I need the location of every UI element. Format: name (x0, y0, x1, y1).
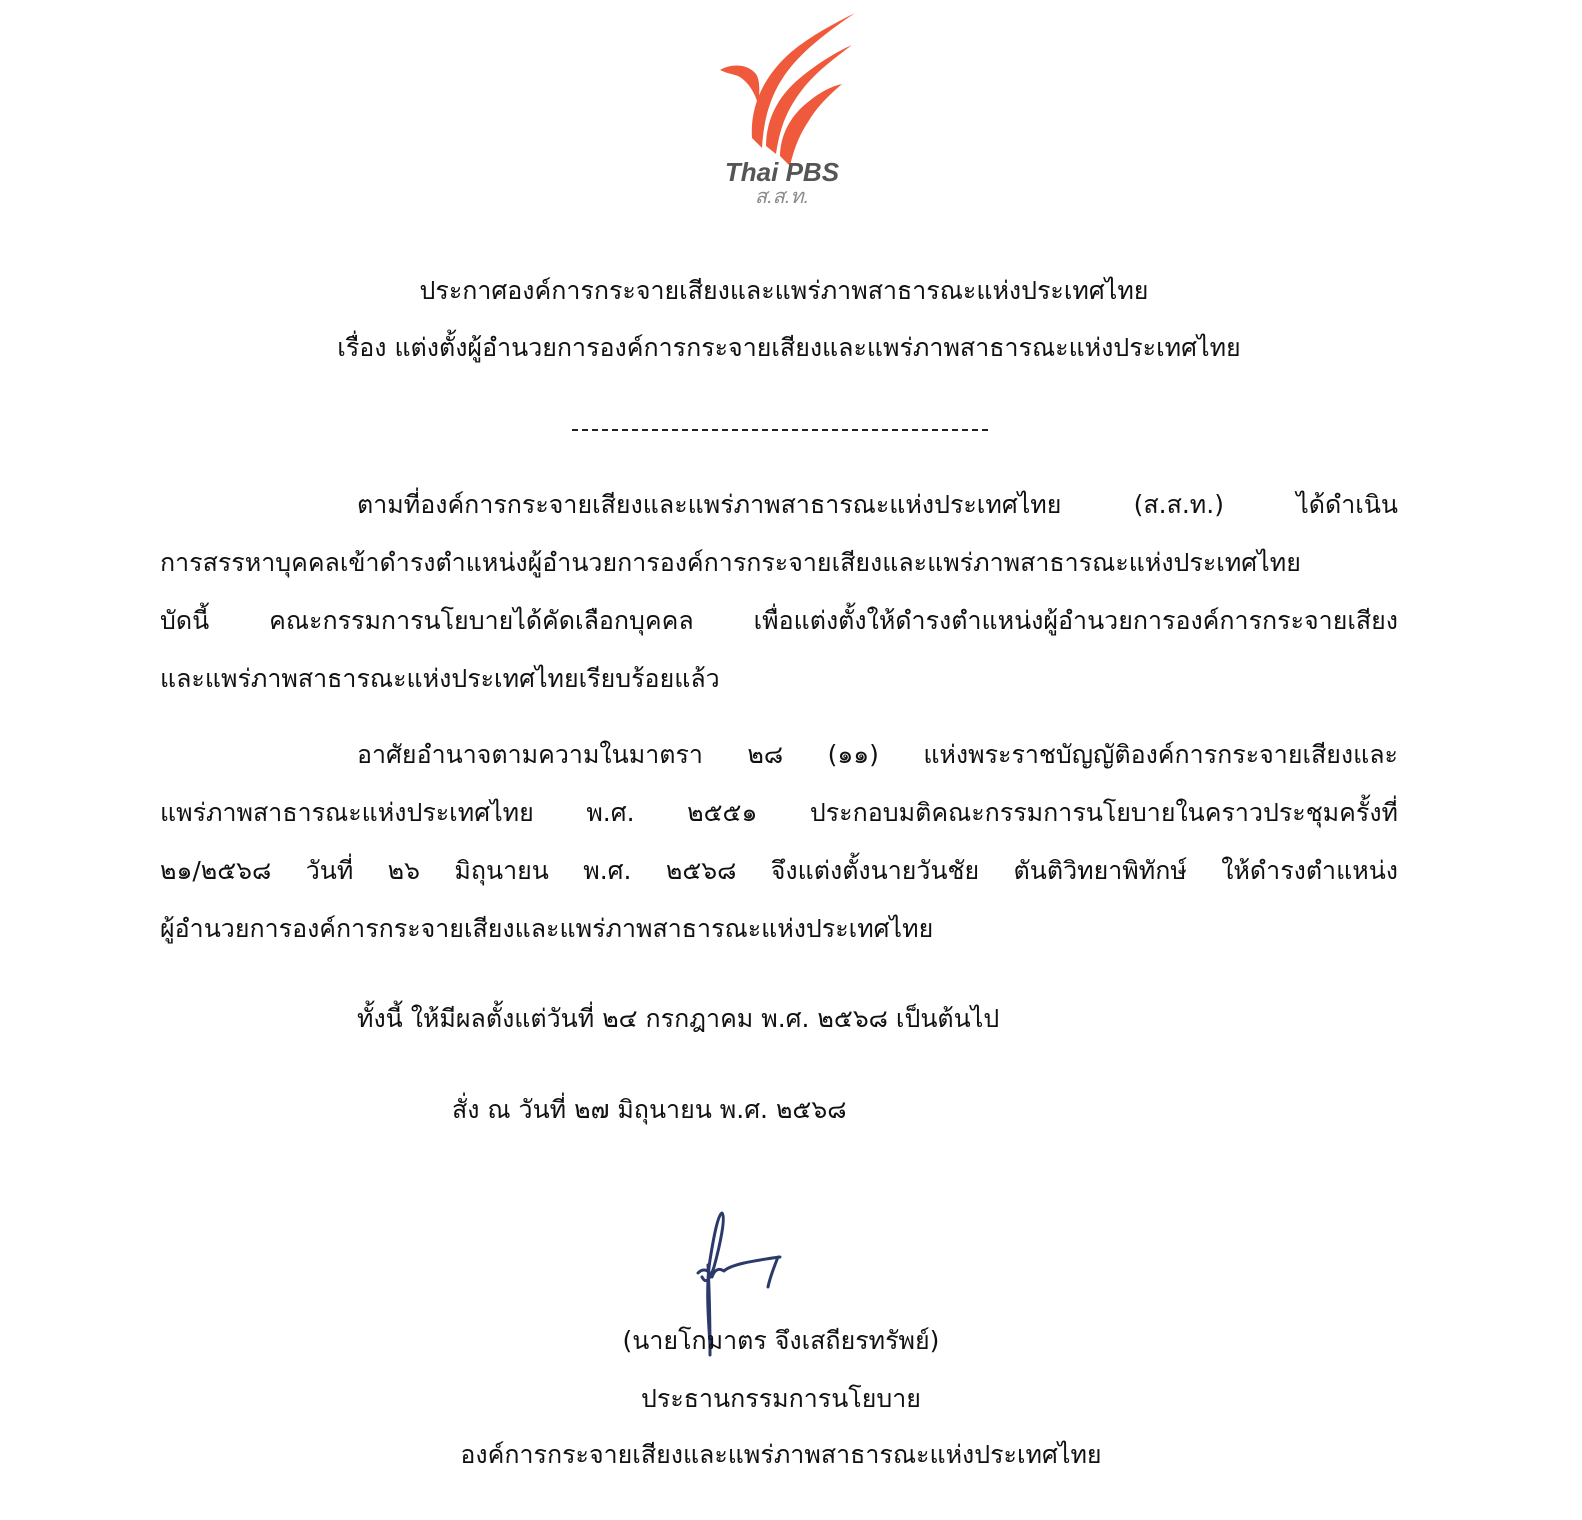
paragraph-2-line-1: อาศัยอำนาจตามความในมาตรา ๒๘ (๑๑) แห่งพระราชบัญญัติองค์การกระจายเสียงและ (357, 740, 1398, 769)
thai-pbs-logo (700, 8, 870, 213)
paragraph-2-line-3: ๒๑/๒๕๖๘ วันที่ ๒๖ มิถุนายน พ.ศ. ๒๕๖๘ จึงแต่งตั้งนายวันชัย ตันติวิทยาพิทักษ์ ให้ดำรงตำแหน่ง (160, 856, 1398, 885)
signatory-position: ประธานกรรมการนโยบาย (641, 1384, 921, 1413)
order-date: สั่ง ณ วันที่ ๒๗ มิถุนายน พ.ศ. ๒๕๖๘ (452, 1095, 847, 1124)
signatory-name: (นายโกมาตร จึงเสถียรทรัพย์) (622, 1326, 940, 1355)
paragraph-2-line-4: ผู้อำนวยการองค์การกระจายเสียงและแพร่ภาพสาธารณะแห่งประเทศไทย (160, 914, 934, 943)
bird-swoosh-icon (700, 8, 870, 168)
effective-date-statement: ทั้งนี้ ให้มีผลตั้งแต่วันที่ ๒๔ กรกฎาคม พ.ศ. ๒๕๖๘ เป็นต้นไป (357, 1004, 1000, 1033)
paragraph-1-line-4: และแพร่ภาพสาธารณะแห่งประเทศไทยเรียบร้อยแล้ว (160, 664, 720, 693)
signatory-organization: องค์การกระจายเสียงและแพร่ภาพสาธารณะแห่งประเทศไทย (460, 1440, 1102, 1469)
announcement-subject: เรื่อง แต่งตั้งผู้อำนวยการองค์การกระจายเสียงและแพร่ภาพสาธารณะแห่งประเทศไทย (337, 333, 1241, 362)
paragraph-2-line-2: แพร่ภาพสาธารณะแห่งประเทศไทย พ.ศ. ๒๕๕๑ ประกอบมติคณะกรรมการนโยบายในคราวประชุมครั้งที่ (160, 798, 1398, 827)
logo-subtitle: ส.ส.ท. (754, 186, 810, 208)
paragraph-1-line-3: บัดนี้ คณะกรรมการนโยบายได้คัดเลือกบุคคล เพื่อแต่งตั้งให้ดำรงตำแหน่งผู้อำนวยการองค์การกระจายเสียง (160, 606, 1398, 635)
announcement-title: ประกาศองค์การกระจายเสียงและแพร่ภาพสาธารณะแห่งประเทศไทย (419, 276, 1149, 305)
header-divider (572, 429, 988, 431)
logo-wordmark: Thai PBS (724, 157, 840, 187)
paragraph-1-line-1: ตามที่องค์การกระจายเสียงและแพร่ภาพสาธารณะแห่งประเทศไทย (ส.ส.ท.) ได้ดำเนิน (357, 490, 1398, 519)
paragraph-1-line-2: การสรรหาบุคคลเข้าดำรงตำแหน่งผู้อำนวยการองค์การกระจายเสียงและแพร่ภาพสาธารณะแห่งประเทศไทย (160, 548, 1301, 577)
